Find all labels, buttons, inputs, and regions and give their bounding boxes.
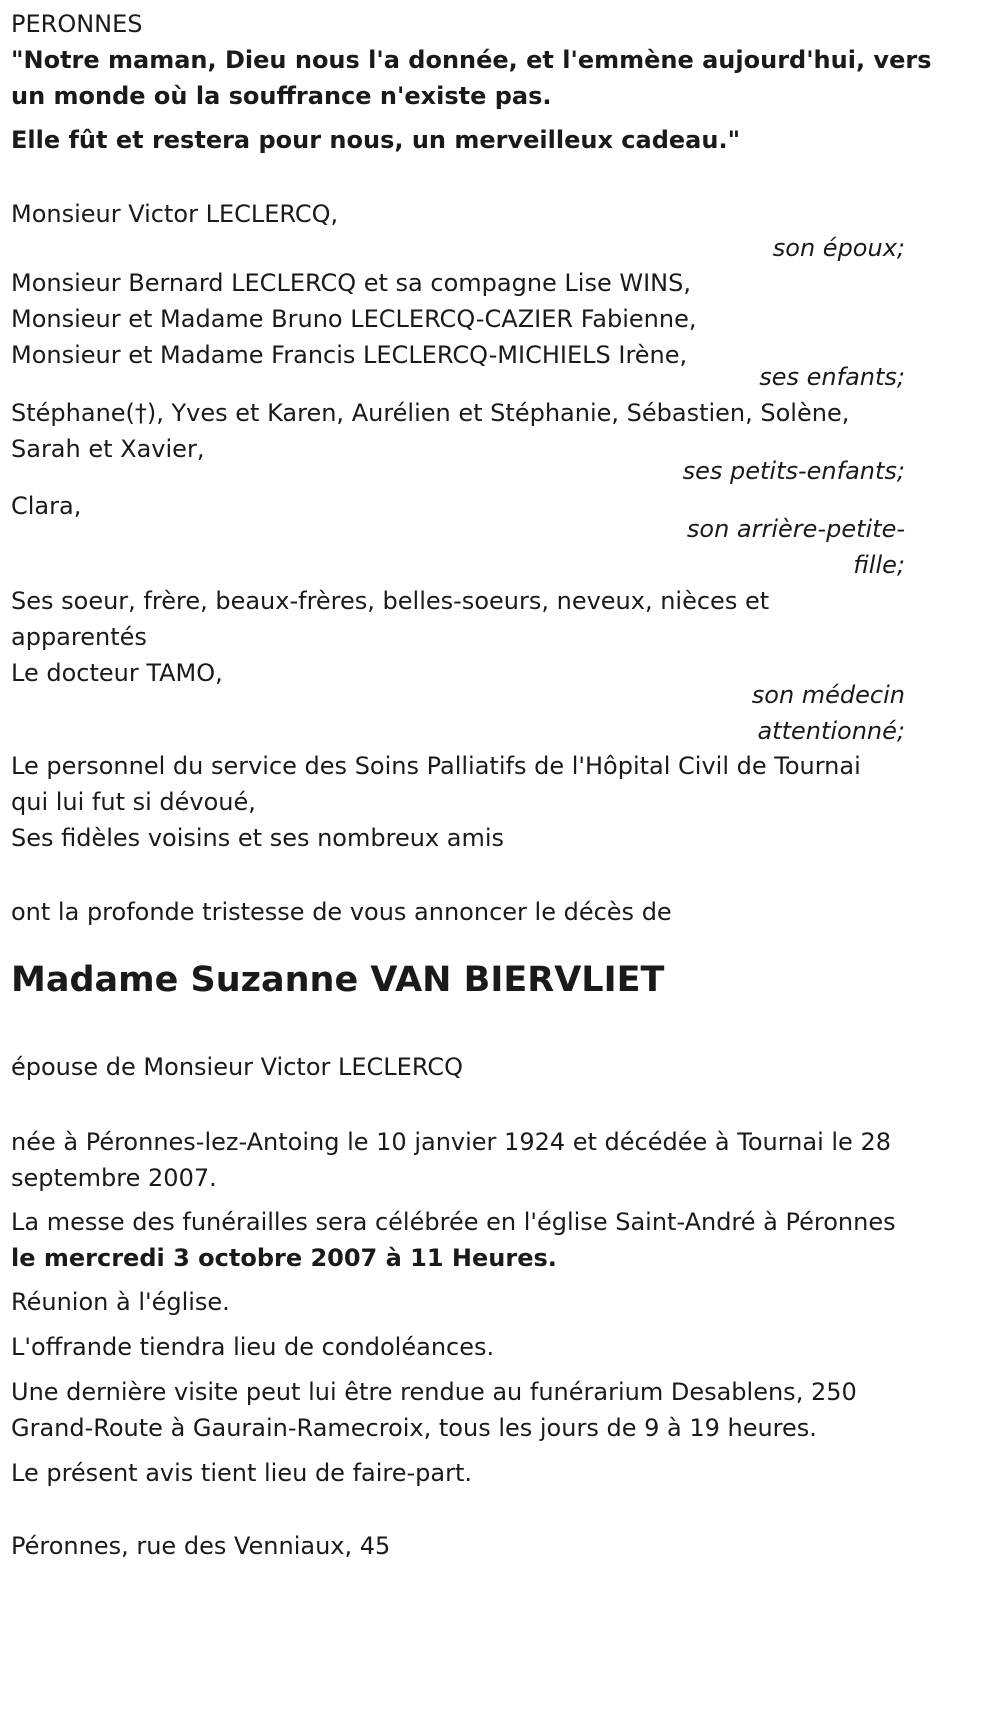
child-2: Monsieur et Madame Bruno LECLERCQ-CAZIER Fabienne, — [11, 305, 697, 333]
visit-line-2: Grand-Route à Gaurain-Ramecroix, tous les jours de 9 à 19 heures. — [11, 1414, 817, 1442]
staff-line-1: Le personnel du service des Soins Palliatifs de l'Hôpital Civil de Tournai — [11, 752, 861, 780]
offering: L'offrande tiendra lieu de condoléances. — [11, 1333, 495, 1361]
quote-line-3: Elle fût et restera pour nous, un merveilleux cadeau." — [11, 126, 741, 154]
grandchildren-line-2: Sarah et Xavier, — [11, 435, 205, 463]
spouse-name: Monsieur Victor LECLERCQ, — [11, 200, 339, 228]
place-header: PERONNES — [11, 10, 143, 38]
great-grandchild-role-2: fille; — [853, 551, 905, 579]
doctor-name: Le docteur TAMO, — [11, 659, 223, 687]
announcement: ont la profonde tristesse de vous annoncer le décès de — [11, 898, 672, 926]
doctor-role-1: son médecin — [751, 681, 905, 709]
doctor-role-2: attentionné; — [757, 717, 905, 745]
born-died-line-1: née à Péronnes-lez-Antoing le 10 janvier 1924 et décédée à Tournai le 28 — [11, 1128, 891, 1156]
spouse-role: son époux; — [772, 234, 905, 262]
visit-line-1: Une dernière visite peut lui être rendue au funérarium Desablens, 250 — [11, 1378, 857, 1406]
grandchildren-line-1: Stéphane(†), Yves et Karen, Aurélien et Stéphanie, Sébastien, Solène, — [11, 399, 850, 427]
staff-line-3: Ses fidèles voisins et ses nombreux amis — [11, 824, 505, 852]
spouse-of: épouse de Monsieur Victor LECLERCQ — [11, 1053, 463, 1081]
children-role: ses enfants; — [759, 363, 905, 391]
staff-line-2: qui lui fut si dévoué, — [11, 788, 256, 816]
funeral-line-1: La messe des funérailles sera célébrée en l'église Saint-André à Péronnes — [11, 1208, 896, 1236]
meeting: Réunion à l'église. — [11, 1288, 230, 1316]
child-1: Monsieur Bernard LECLERCQ et sa compagne Lise WINS, — [11, 269, 691, 297]
grandchildren-role: ses petits-enfants; — [682, 457, 905, 485]
address: Péronnes, rue des Venniaux, 45 — [11, 1532, 391, 1560]
great-grandchild-role-1: son arrière-petite- — [686, 515, 905, 543]
deceased-name: Madame Suzanne VAN BIERVLIET — [11, 960, 665, 1000]
born-died-line-2: septembre 2007. — [11, 1164, 217, 1192]
quote-line-1: "Notre maman, Dieu nous l'a donnée, et l'emmène aujourd'hui, vers — [11, 46, 932, 74]
notice: Le présent avis tient lieu de faire-part. — [11, 1459, 473, 1487]
relatives-line-2: apparentés — [11, 623, 147, 651]
relatives-line-1: Ses soeur, frère, beaux-frères, belles-soeurs, neveux, nièces et — [11, 587, 770, 615]
child-3: Monsieur et Madame Francis LECLERCQ-MICHIELS Irène, — [11, 341, 688, 369]
great-grandchild-name: Clara, — [11, 492, 82, 520]
quote-line-2: un monde où la souffrance n'existe pas. — [11, 82, 552, 110]
funeral-datetime: le mercredi 3 octobre 2007 à 11 Heures. — [11, 1244, 557, 1272]
